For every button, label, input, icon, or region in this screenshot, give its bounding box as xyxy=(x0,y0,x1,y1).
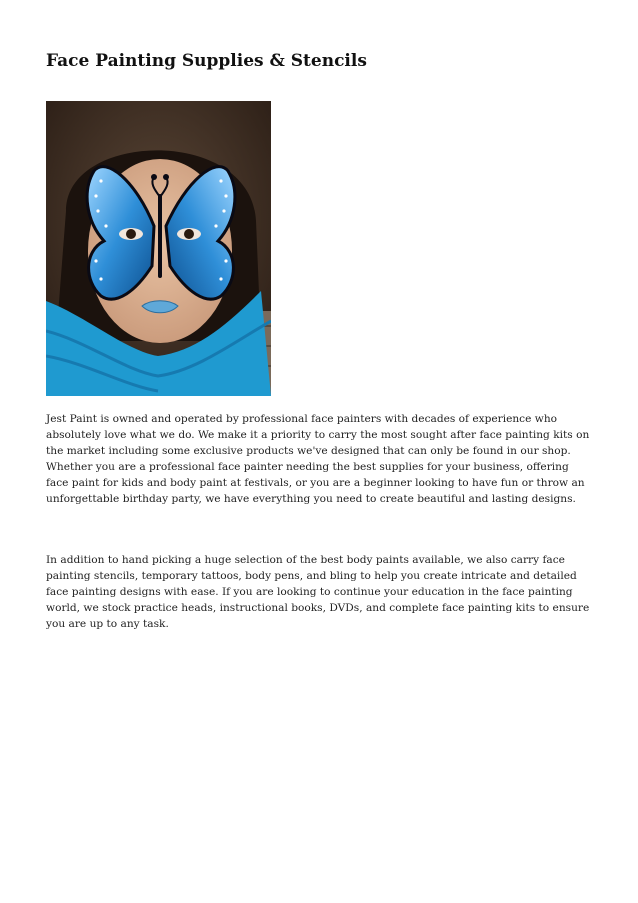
body-paragraph-2: In addition to hand picking a huge selection of the best body paints available, we also carry face painting stencils, temporary tattoos, body pens, and bling to help you create intricate and detailed face painting designs with ease. If you are looking to continue your education in the face painting world, we stock practice heads, instructional books, DVDs, and complete face painting kits to ensure you are up to any task. xyxy=(46,554,590,630)
face-painting-photo xyxy=(46,101,271,396)
page-title: Face Painting Supplies & Stencils xyxy=(46,51,367,71)
body-paragraph-1: Jest Paint is owned and operated by professional face painters with decades of experience who absolutely love what we do. We make it a priority to carry the most sought after face painting kits on the market including some exclusive products we've designed that can only be found in our shop. Whether you are a professional face painter needing the best supplies for your business, offering face paint for kids and body paint at festivals, or you are a beginner looking to have fun or throw an unforgettable birthday party, we have everything you need to create beautiful and lasting designs. xyxy=(46,413,590,505)
butterfly-face-paint-image xyxy=(46,101,271,396)
